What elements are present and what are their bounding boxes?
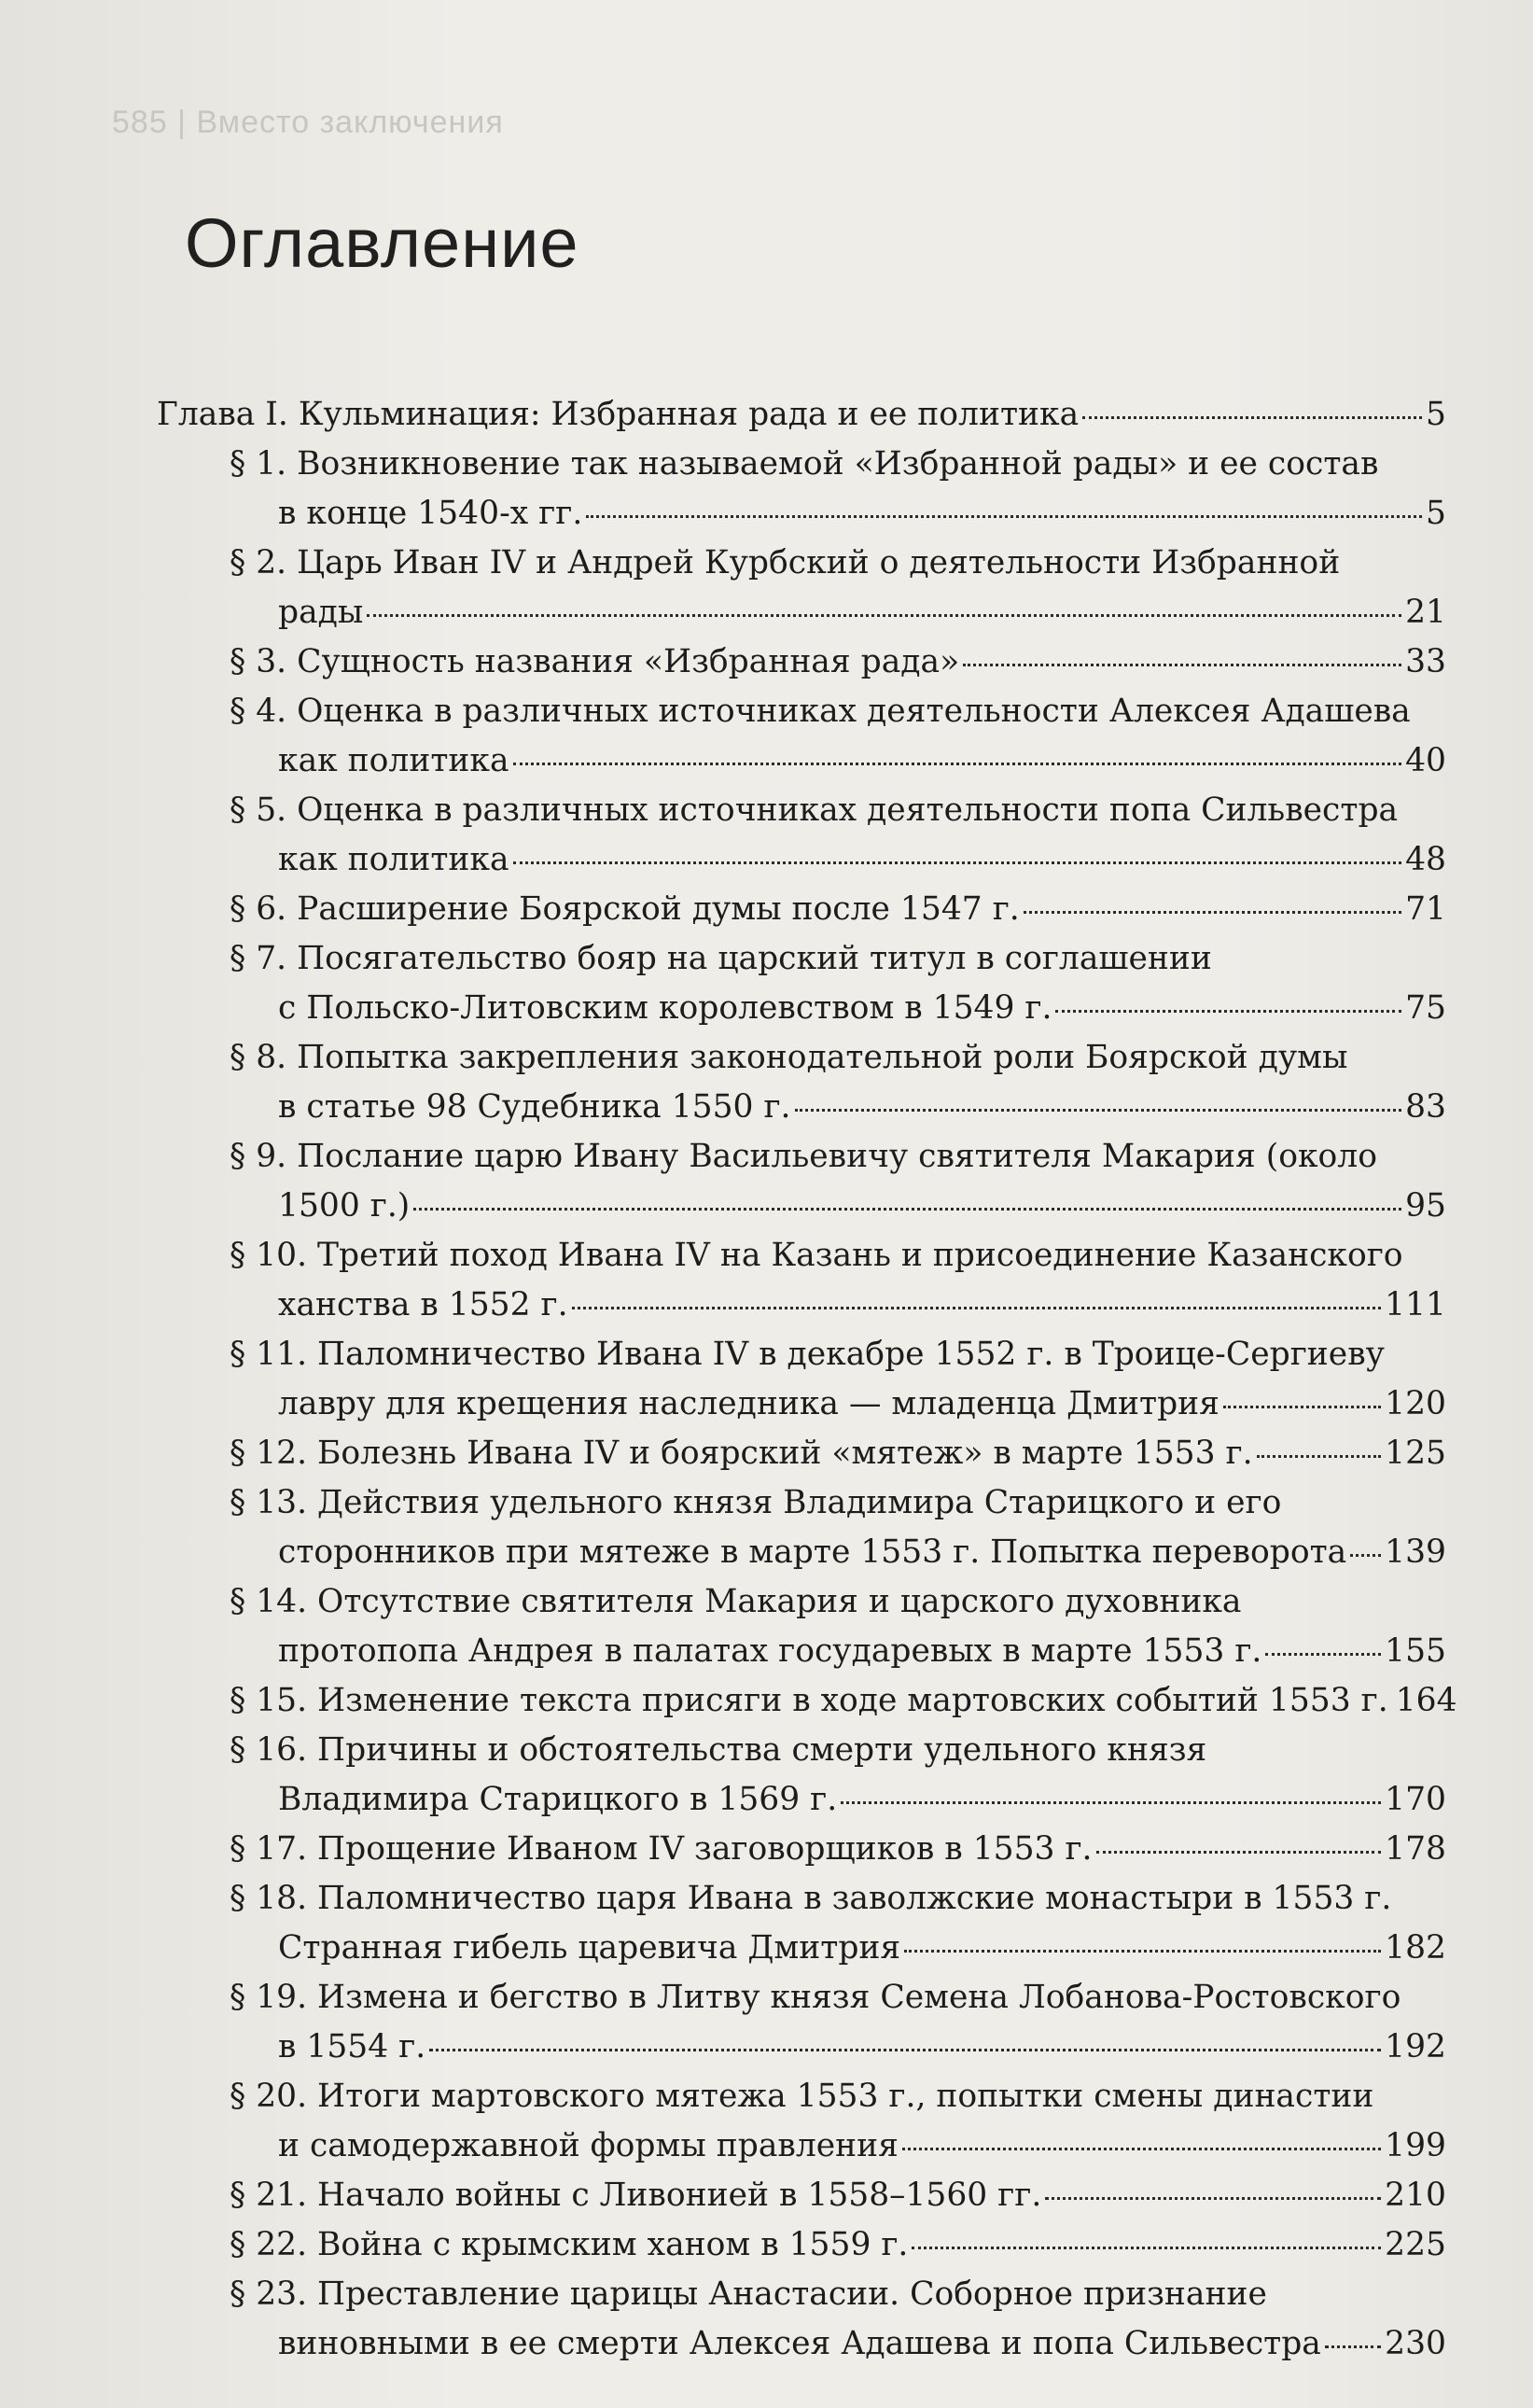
toc-entry-title: § 18. Паломничество царя Ивана в заволжские монастыри в 1553 г. xyxy=(230,1880,1392,1917)
toc-entry-title: § 12. Болезнь Ивана IV и боярский «мятеж» в марте 1553 г. xyxy=(230,1435,1253,1472)
toc-entry-title: § 10. Третий поход Ивана IV на Казань и присоединение Казанского xyxy=(230,1237,1403,1274)
leader-dots xyxy=(1257,1455,1382,1458)
toc-entry-title-cont: в конце 1540-х гг. xyxy=(278,495,583,532)
toc-entry xyxy=(157,1330,1446,1429)
toc-entry-line xyxy=(230,687,1446,736)
leader-dots xyxy=(1350,1554,1381,1557)
toc-entry xyxy=(157,1132,1446,1231)
toc-entry xyxy=(157,1429,1446,1478)
toc-entry-title: § 19. Измена и бегство в Литву князя Семена Лобанова-Ростовского xyxy=(230,1979,1401,2016)
toc-entry-line xyxy=(230,1973,1446,2023)
leader-dots xyxy=(572,1307,1382,1309)
leader-dots xyxy=(1045,2197,1381,2200)
toc-entry-line xyxy=(230,1528,1446,1577)
leader-dots xyxy=(413,1208,1401,1211)
toc-entry-title-cont: сторонников при мятеже в марте 1553 г. Попытка переворота xyxy=(278,1533,1347,1571)
leader-dots xyxy=(1055,1010,1401,1013)
toc-entry-title: § 16. Причины и обстоятельства смерти удельного князя xyxy=(230,1731,1207,1769)
toc-entry xyxy=(157,2171,1446,2220)
leader-dots xyxy=(1223,1406,1381,1408)
toc-entry-title: § 3. Сущность названия «Избранная рада» xyxy=(230,643,960,680)
toc-entry-title-cont: в 1554 г. xyxy=(278,2028,426,2065)
toc-entry-title-cont: ханства в 1552 г. xyxy=(278,1286,568,1323)
toc-page-number: 210 xyxy=(1385,2177,1446,2214)
toc-entry-line xyxy=(230,1033,1446,1083)
toc-entry-title: § 6. Расширение Боярской думы после 1547 г. xyxy=(230,890,1020,928)
toc-page-number: 71 xyxy=(1405,890,1446,928)
toc-entry-line xyxy=(230,1281,1446,1330)
toc-entry xyxy=(157,2220,1446,2270)
toc-page-number: 48 xyxy=(1405,841,1446,878)
toc-entry-line xyxy=(230,637,1446,687)
toc-entry xyxy=(157,687,1446,786)
toc-entry xyxy=(157,1231,1446,1330)
leader-dots xyxy=(1096,1851,1382,1854)
toc-page-number: 164 xyxy=(1395,1682,1457,1719)
toc-entry-title: § 9. Послание царю Ивану Васильевичу святителя Макария (около xyxy=(230,1138,1377,1175)
toc-entry-line xyxy=(157,390,1446,440)
toc-entry xyxy=(157,1033,1446,1132)
toc-page-number: 155 xyxy=(1385,1632,1446,1670)
toc-entry-line xyxy=(230,588,1446,637)
toc-page-number: 182 xyxy=(1385,1929,1446,1967)
toc-page-number: 111 xyxy=(1385,1286,1446,1323)
toc-entry-line xyxy=(230,1627,1446,1676)
toc-entry-title: § 14. Отсутствие святителя Макария и царского духовника xyxy=(230,1583,1242,1620)
leader-dots xyxy=(963,664,1401,666)
toc-entry-line xyxy=(230,934,1446,984)
toc-entry-line xyxy=(230,736,1446,786)
toc-entry xyxy=(157,1577,1446,1676)
toc-page-number: 33 xyxy=(1405,643,1446,680)
toc-entry-line xyxy=(230,1478,1446,1528)
toc-entry xyxy=(157,1825,1446,1874)
page-title: Оглавление xyxy=(185,204,579,282)
toc-entry-title-cont: рады xyxy=(278,594,364,631)
toc-entry-title: § 11. Паломничество Ивана IV в декабре 1552 г. в Троице-Сергиеву xyxy=(230,1336,1385,1373)
toc-entry-line xyxy=(230,2121,1446,2171)
toc-entry xyxy=(157,1478,1446,1577)
leader-dots xyxy=(586,515,1422,518)
toc-entry-line xyxy=(230,1775,1446,1825)
toc-entry xyxy=(157,637,1446,687)
toc-entry-line xyxy=(230,1182,1446,1231)
toc-entry-line xyxy=(230,1379,1446,1429)
toc-entry xyxy=(157,390,1446,440)
toc-entry-title-cont: протопопа Андрея в палатах государевых в марте 1553 г. xyxy=(278,1632,1262,1670)
toc-entry xyxy=(157,440,1446,539)
leader-dots xyxy=(912,2247,1381,2249)
toc-entry xyxy=(157,1676,1457,1726)
toc-entry-line xyxy=(230,1330,1446,1379)
toc-entry-title-cont: с Польско-Литовским королевством в 1549 г. xyxy=(278,989,1052,1027)
toc-page-number: 5 xyxy=(1426,396,1446,433)
running-head: 585 | Вместо заключения xyxy=(112,105,504,140)
toc-entry-title-cont: виновными в ее смерти Алексея Адашева и попа Сильвестра xyxy=(278,2325,1321,2362)
toc-entry-title: § 8. Попытка закрепления законодательной роли Боярской думы xyxy=(230,1039,1348,1076)
toc-entry xyxy=(157,1874,1446,1973)
toc-entry xyxy=(157,2072,1446,2171)
toc-entry-line xyxy=(230,1231,1446,1281)
toc-entry-title-cont: как политика xyxy=(278,841,509,878)
toc-page-number: 139 xyxy=(1385,1533,1446,1571)
toc-page-number: 125 xyxy=(1385,1435,1446,1472)
toc-entry-title: § 5. Оценка в различных источниках деятельности попа Сильвестра xyxy=(230,791,1399,829)
toc-entry-line xyxy=(230,440,1446,489)
toc-entry-title: § 23. Преставление царицы Анастасии. Соборное признание xyxy=(230,2275,1267,2313)
toc-entry-line xyxy=(230,1429,1446,1478)
toc-entry-title: Глава I. Кульминация: Избранная рада и ее политика xyxy=(157,396,1080,433)
toc-entry-title-cont: 1500 г.) xyxy=(278,1187,411,1225)
toc-entry-line xyxy=(230,1083,1446,1132)
toc-entry-line xyxy=(230,1577,1446,1627)
toc-page-number: 120 xyxy=(1385,1385,1446,1422)
toc-entry-line xyxy=(230,835,1446,885)
toc-entry-title-cont: лавру для крещения наследника — младенца Дмитрия xyxy=(278,1385,1219,1422)
toc-page-number: 178 xyxy=(1385,1830,1446,1868)
toc-entry-line xyxy=(230,984,1446,1033)
toc-page-number: 192 xyxy=(1385,2028,1446,2065)
toc-page-number: 225 xyxy=(1385,2226,1446,2263)
toc-entry-title: § 2. Царь Иван IV и Андрей Курбский о деятельности Избранной xyxy=(230,544,1341,581)
toc-entry-line xyxy=(230,1874,1446,1924)
leader-dots xyxy=(1024,911,1401,914)
toc-entry-title: § 20. Итоги мартовского мятежа 1553 г., попытки смены династии xyxy=(230,2078,1374,2115)
toc-entry-line xyxy=(230,2023,1446,2072)
toc-entry-title-cont: как политика xyxy=(278,742,509,779)
leader-dots xyxy=(367,614,1401,617)
toc-entry-title: § 7. Посягательство бояр на царский титул в соглашении xyxy=(230,940,1212,977)
toc-entry-line xyxy=(230,2072,1446,2121)
toc-entry-line xyxy=(230,1676,1457,1726)
leader-dots xyxy=(795,1109,1402,1112)
toc-entry-line xyxy=(230,489,1446,539)
leader-dots xyxy=(1082,416,1422,419)
toc-entry-title: § 13. Действия удельного князя Владимира Старицкого и его xyxy=(230,1484,1282,1521)
leader-dots xyxy=(1265,1653,1381,1656)
toc-page-number: 170 xyxy=(1385,1781,1446,1818)
toc-entry xyxy=(157,539,1446,637)
table-of-contents xyxy=(157,390,1457,2369)
toc-entry-title: § 21. Начало войны с Ливонией в 1558–1560 гг. xyxy=(230,2177,1042,2214)
toc-page-number: 21 xyxy=(1405,594,1446,631)
toc-page-number: 5 xyxy=(1426,495,1446,532)
toc-page-number: 95 xyxy=(1405,1187,1446,1225)
leader-dots xyxy=(1325,2345,1381,2348)
toc-page-number: 83 xyxy=(1405,1088,1446,1126)
leader-dots xyxy=(902,2148,1381,2150)
toc-page-number: 40 xyxy=(1405,742,1446,779)
toc-entry xyxy=(157,885,1446,934)
toc-entry-title-cont: в статье 98 Судебника 1550 г. xyxy=(278,1088,791,1126)
toc-entry-line xyxy=(230,2220,1446,2270)
leader-dots xyxy=(513,763,1402,765)
toc-page-number: 75 xyxy=(1405,989,1446,1027)
toc-entry-title-cont: Странная гибель царевича Дмитрия xyxy=(278,1929,901,1967)
leader-dots xyxy=(904,1950,1381,1953)
toc-entry-title: § 1. Возникновение так называемой «Избранной рады» и ее состав xyxy=(230,445,1379,483)
toc-page-number: 199 xyxy=(1385,2127,1446,2164)
toc-entry-line xyxy=(230,1825,1446,1874)
leader-dots xyxy=(841,1801,1381,1804)
leader-dots xyxy=(429,2049,1381,2051)
toc-entry-title: § 4. Оценка в различных источниках деятельности Алексея Адашева xyxy=(230,693,1411,730)
toc-entry xyxy=(157,2270,1446,2369)
toc-entry-title: § 15. Изменение текста присяги в ходе мартовских событий 1553 г. xyxy=(230,1682,1388,1719)
toc-entry-line xyxy=(230,2171,1446,2220)
toc-entry xyxy=(157,1726,1446,1825)
toc-page-number: 230 xyxy=(1385,2325,1446,2362)
leader-dots xyxy=(513,861,1402,864)
toc-entry-line xyxy=(230,885,1446,934)
toc-entry-line xyxy=(230,786,1446,835)
toc-entry xyxy=(157,1973,1446,2072)
toc-entry-title: § 22. Война с крымским ханом в 1559 г. xyxy=(230,2226,909,2263)
toc-entry-title-cont: и самодержавной формы правления xyxy=(278,2127,899,2164)
toc-entry-line xyxy=(230,1924,1446,1973)
toc-entry-title: § 17. Прощение Иваном IV заговорщиков в 1553 г. xyxy=(230,1830,1093,1868)
toc-entry-line xyxy=(230,2319,1446,2369)
toc-entry xyxy=(157,934,1446,1033)
toc-entry-line xyxy=(230,1726,1446,1775)
toc-entry-title-cont: Владимира Старицкого в 1569 г. xyxy=(278,1781,838,1818)
toc-entry-line xyxy=(230,1132,1446,1182)
toc-entry-line xyxy=(230,2270,1446,2319)
toc-entry xyxy=(157,786,1446,885)
toc-entry-line xyxy=(230,539,1446,588)
